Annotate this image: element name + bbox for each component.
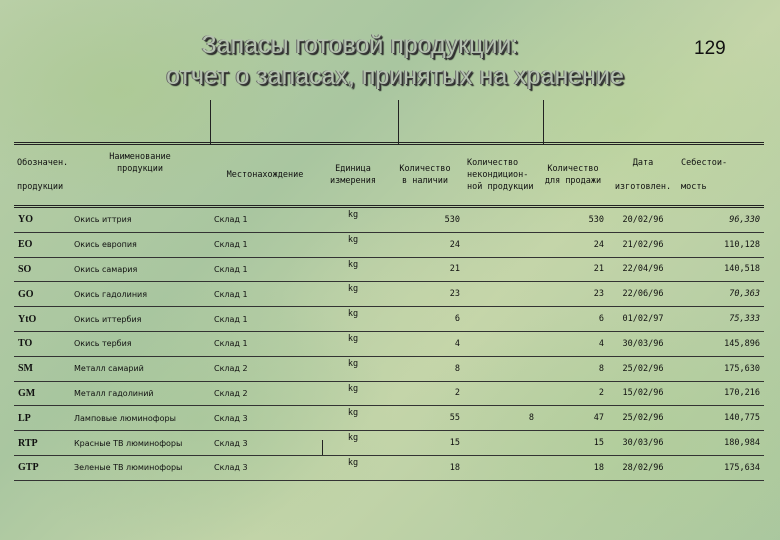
cell-unit: kg xyxy=(320,232,386,257)
cell-location: Склад 3 xyxy=(210,455,320,480)
cell-cost: 75,333 xyxy=(678,307,764,332)
cell-location: Склад 1 xyxy=(210,282,320,307)
table-row xyxy=(14,207,764,233)
cell-date: 01/02/97 xyxy=(608,307,678,332)
cell-for-sale: 47 xyxy=(538,406,608,431)
cell-name: Окись гадолиния xyxy=(70,282,210,307)
cell-location: Склад 3 xyxy=(210,406,320,431)
cell-in-stock: 530 xyxy=(386,207,464,233)
cell-cost: 140,518 xyxy=(678,257,764,282)
cell-date: 22/04/96 xyxy=(608,257,678,282)
header-nonconforming: Количество некондицион- ной продукции xyxy=(464,144,538,207)
cell-code: TO xyxy=(14,331,70,356)
cell-cost: 175,634 xyxy=(678,455,764,480)
cell-for-sale: 23 xyxy=(538,282,608,307)
cell-code: RTP xyxy=(14,431,70,456)
cell-in-stock: 6 xyxy=(386,307,464,332)
cell-code: SO xyxy=(14,257,70,282)
cell-nonconforming xyxy=(464,431,538,456)
page-number: 129 xyxy=(694,38,726,59)
cell-name: Окись иттербия xyxy=(70,307,210,332)
cell-for-sale: 530 xyxy=(538,207,608,233)
rule-line xyxy=(398,100,399,144)
cell-date: 15/02/96 xyxy=(608,381,678,406)
cell-name: Красные ТВ люминофоры xyxy=(70,431,210,456)
cell-location: Склад 3 xyxy=(210,431,320,456)
cell-location: Склад 2 xyxy=(210,381,320,406)
cell-name: Ламповые люминофоры xyxy=(70,406,210,431)
cell-name: Окись иттрия xyxy=(70,207,210,233)
header-name: Наименование продукции xyxy=(70,144,210,207)
table-row xyxy=(14,381,764,406)
title-line-2: отчет о запасах, принятых на хранение xyxy=(166,62,624,90)
cell-date: 22/06/96 xyxy=(608,282,678,307)
cell-code: YtO xyxy=(14,307,70,332)
cell-nonconforming xyxy=(464,381,538,406)
cell-cost: 96,330 xyxy=(678,207,764,233)
cell-location: Склад 1 xyxy=(210,331,320,356)
cell-unit: kg xyxy=(320,431,386,456)
cell-in-stock: 18 xyxy=(386,455,464,480)
cell-for-sale: 8 xyxy=(538,356,608,381)
table-row xyxy=(14,406,764,431)
cell-date: 21/02/96 xyxy=(608,232,678,257)
table-row xyxy=(14,282,764,307)
cell-code: LP xyxy=(14,406,70,431)
cell-cost: 140,775 xyxy=(678,406,764,431)
header-date: Дата изготовлен. xyxy=(608,144,678,207)
cell-nonconforming xyxy=(464,207,538,233)
cell-nonconforming xyxy=(464,307,538,332)
cell-unit: kg xyxy=(320,257,386,282)
cell-date: 30/03/96 xyxy=(608,331,678,356)
table-row xyxy=(14,307,764,332)
cell-cost: 175,630 xyxy=(678,356,764,381)
cell-in-stock: 23 xyxy=(386,282,464,307)
cell-in-stock: 8 xyxy=(386,356,464,381)
header-for-sale: Количество для продажи xyxy=(538,144,608,207)
cell-name: Металл самарий xyxy=(70,356,210,381)
table-row xyxy=(14,356,764,381)
page-title xyxy=(0,30,780,92)
inventory-table xyxy=(14,142,764,481)
cell-location: Склад 2 xyxy=(210,356,320,381)
cell-code: SM xyxy=(14,356,70,381)
cell-name: Окись самария xyxy=(70,257,210,282)
header-cost: Себестои- мость xyxy=(678,144,764,207)
cell-date: 28/02/96 xyxy=(608,455,678,480)
header-unit: Единица измерения xyxy=(320,144,386,207)
cell-nonconforming xyxy=(464,232,538,257)
cell-name: Зеленые ТВ люминофоры xyxy=(70,455,210,480)
cell-code: GO xyxy=(14,282,70,307)
cell-for-sale: 6 xyxy=(538,307,608,332)
cell-unit: kg xyxy=(320,356,386,381)
rule-line xyxy=(210,100,211,144)
cell-cost: 145,896 xyxy=(678,331,764,356)
cell-in-stock: 2 xyxy=(386,381,464,406)
cell-date: 20/02/96 xyxy=(608,207,678,233)
cell-unit: kg xyxy=(320,207,386,233)
title-line-1: Запасы готовой продукции: xyxy=(201,31,519,59)
cell-location: Склад 1 xyxy=(210,207,320,233)
cell-for-sale: 15 xyxy=(538,431,608,456)
cell-unit: kg xyxy=(320,455,386,480)
table-row xyxy=(14,257,764,282)
cell-code: GTP xyxy=(14,455,70,480)
cell-nonconforming xyxy=(464,455,538,480)
cell-nonconforming xyxy=(464,282,538,307)
cell-date: 30/03/96 xyxy=(608,431,678,456)
header-location: Местонахождение xyxy=(210,144,320,207)
cell-unit: kg xyxy=(320,307,386,332)
cell-for-sale: 21 xyxy=(538,257,608,282)
cell-cost: 180,984 xyxy=(678,431,764,456)
cell-for-sale: 4 xyxy=(538,331,608,356)
cell-in-stock: 24 xyxy=(386,232,464,257)
table-row xyxy=(14,455,764,480)
cell-nonconforming xyxy=(464,257,538,282)
cell-nonconforming xyxy=(464,331,538,356)
cell-in-stock: 4 xyxy=(386,331,464,356)
cell-name: Окись европия xyxy=(70,232,210,257)
cell-date: 25/02/96 xyxy=(608,356,678,381)
cell-in-stock: 21 xyxy=(386,257,464,282)
cell-for-sale: 24 xyxy=(538,232,608,257)
cell-location: Склад 1 xyxy=(210,307,320,332)
cell-unit: kg xyxy=(320,282,386,307)
header-in-stock: Количество в наличии xyxy=(386,144,464,207)
cell-nonconforming xyxy=(464,356,538,381)
cell-code: EO xyxy=(14,232,70,257)
cell-unit: kg xyxy=(320,331,386,356)
cell-date: 25/02/96 xyxy=(608,406,678,431)
cell-location: Склад 1 xyxy=(210,257,320,282)
rule-line xyxy=(543,100,544,144)
cell-cost: 110,128 xyxy=(678,232,764,257)
cell-nonconforming: 8 xyxy=(464,406,538,431)
cell-in-stock: 15 xyxy=(386,431,464,456)
cell-unit: kg xyxy=(320,381,386,406)
cell-name: Металл гадолиний xyxy=(70,381,210,406)
cell-for-sale: 18 xyxy=(538,455,608,480)
cell-code: YO xyxy=(14,207,70,233)
cell-code: GM xyxy=(14,381,70,406)
table-row xyxy=(14,331,764,356)
cell-unit: kg xyxy=(320,406,386,431)
table-row xyxy=(14,232,764,257)
cell-location: Склад 1 xyxy=(210,232,320,257)
cell-cost: 70,363 xyxy=(678,282,764,307)
cell-for-sale: 2 xyxy=(538,381,608,406)
cell-cost: 170,216 xyxy=(678,381,764,406)
cell-name: Окись тербия xyxy=(70,331,210,356)
header-code: Обозначен. продукции xyxy=(14,144,70,207)
cell-in-stock: 55 xyxy=(386,406,464,431)
table-row xyxy=(14,431,764,456)
table-header-row xyxy=(14,144,764,207)
